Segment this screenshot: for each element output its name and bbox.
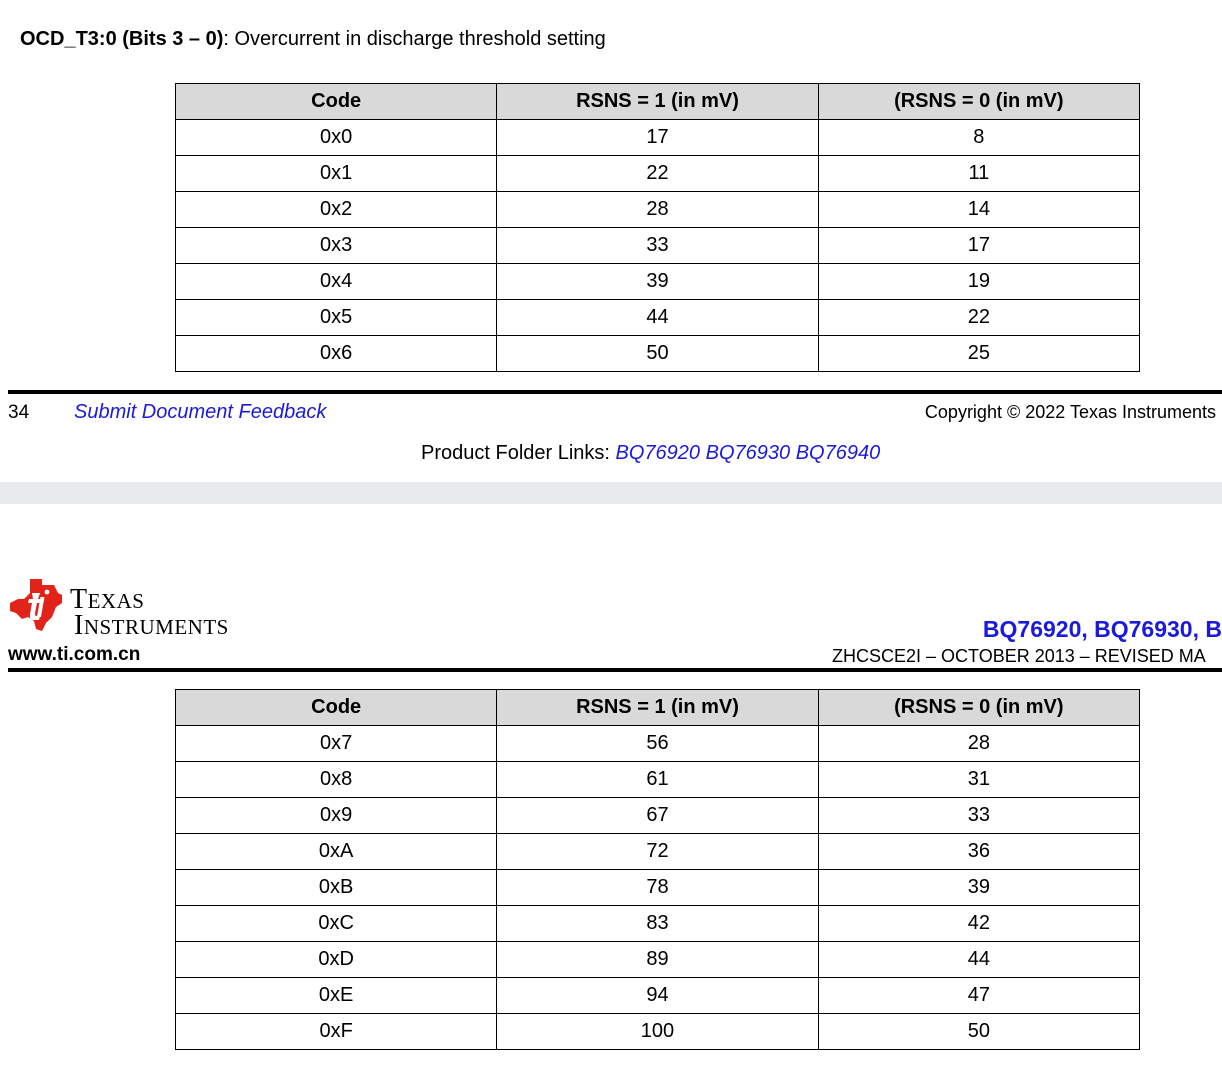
cell-rsns0: 47	[818, 978, 1139, 1014]
header-rule	[8, 668, 1222, 672]
cell-rsns0: 31	[818, 762, 1139, 798]
cell-rsns1: 50	[497, 336, 818, 372]
table-row	[176, 192, 1140, 228]
cell-rsns0: 28	[818, 726, 1139, 762]
cell-rsns1: 44	[497, 300, 818, 336]
column-header-code: Code	[176, 84, 497, 120]
cell-rsns1: 94	[497, 978, 818, 1014]
cell-rsns1: 39	[497, 264, 818, 300]
part-numbers-title[interactable]: BQ76920, BQ76930, B	[982, 616, 1222, 642]
cell-rsns1: 67	[497, 798, 818, 834]
threshold-table-part1	[175, 83, 1140, 372]
folder-label: Product Folder Links:	[421, 442, 616, 464]
table-row	[176, 870, 1140, 906]
ti-logo-texas: TEXAS	[70, 584, 145, 615]
cell-code: 0x1	[176, 156, 497, 192]
cell-rsns1: 28	[497, 192, 818, 228]
cell-rsns0: 39	[818, 870, 1139, 906]
cell-code: 0x6	[176, 336, 497, 372]
submit-feedback-link[interactable]: Submit Document Feedback	[74, 401, 327, 423]
link-bq76940[interactable]: BQ76940	[795, 442, 881, 464]
column-header-rsns1: RSNS = 1 (in mV)	[497, 690, 818, 726]
cell-rsns1: 72	[497, 834, 818, 870]
link-bq76930[interactable]: BQ76930	[705, 442, 791, 464]
table-row	[176, 978, 1140, 1014]
cell-code: 0x7	[176, 726, 497, 762]
table-row	[176, 906, 1140, 942]
cell-rsns0: 17	[818, 228, 1139, 264]
cell-rsns0: 14	[818, 192, 1139, 228]
field-label: OCD_T3:0 (Bits 3 – 0)	[20, 28, 224, 50]
cell-rsns0: 19	[818, 264, 1139, 300]
column-header-code: Code	[176, 690, 497, 726]
table-row	[176, 156, 1140, 192]
section-heading	[20, 28, 606, 51]
cell-rsns0: 33	[818, 798, 1139, 834]
cell-code: 0xF	[176, 1014, 497, 1050]
table-header-row	[176, 690, 1140, 726]
cell-code: 0x0	[176, 120, 497, 156]
cell-code: 0xA	[176, 834, 497, 870]
cell-rsns0: 11	[818, 156, 1139, 192]
cell-rsns0: 25	[818, 336, 1139, 372]
cell-code: 0xB	[176, 870, 497, 906]
cell-code: 0x9	[176, 798, 497, 834]
footer-rule	[8, 390, 1222, 394]
page-separator	[0, 482, 1222, 504]
cell-rsns1: 22	[497, 156, 818, 192]
table-row	[176, 228, 1140, 264]
column-header-rsns0: (RSNS = 0 (in mV)	[818, 84, 1139, 120]
table-row	[176, 264, 1140, 300]
cell-rsns1: 89	[497, 942, 818, 978]
cell-code: 0xD	[176, 942, 497, 978]
cell-rsns1: 33	[497, 228, 818, 264]
ti-logo-instruments: INSTRUMENTS	[74, 610, 229, 641]
table-row	[176, 834, 1140, 870]
table-row	[176, 300, 1140, 336]
table-row	[176, 726, 1140, 762]
table-row	[176, 120, 1140, 156]
cell-code: 0x8	[176, 762, 497, 798]
table-row	[176, 942, 1140, 978]
copyright-text: Copyright © 2022 Texas Instruments	[924, 402, 1216, 422]
page-number: 34	[8, 402, 30, 423]
product-folder-links	[421, 442, 880, 465]
cell-rsns0: 22	[818, 300, 1139, 336]
table-row	[176, 762, 1140, 798]
table-row	[176, 336, 1140, 372]
cell-rsns1: 61	[497, 762, 818, 798]
cell-code: 0x3	[176, 228, 497, 264]
cell-rsns1: 100	[497, 1014, 818, 1050]
cell-rsns1: 78	[497, 870, 818, 906]
cell-code: 0x4	[176, 264, 497, 300]
cell-rsns0: 42	[818, 906, 1139, 942]
cell-code: 0xE	[176, 978, 497, 1014]
table-row	[176, 798, 1140, 834]
threshold-table-part2	[175, 689, 1140, 1050]
cell-rsns0: 36	[818, 834, 1139, 870]
link-bq76920[interactable]: BQ76920	[615, 442, 701, 464]
cell-rsns1: 56	[497, 726, 818, 762]
cell-code: 0xC	[176, 906, 497, 942]
cell-rsns0: 50	[818, 1014, 1139, 1050]
ti-logo-icon	[8, 577, 64, 633]
cell-rsns0: 44	[818, 942, 1139, 978]
doc-revision-info: ZHCSCE2I – OCTOBER 2013 – REVISED MA	[832, 646, 1206, 666]
cell-rsns0: 8	[818, 120, 1139, 156]
table-header-row	[176, 84, 1140, 120]
column-header-rsns1: RSNS = 1 (in mV)	[497, 84, 818, 120]
cell-code: 0x2	[176, 192, 497, 228]
field-description: : Overcurrent in discharge threshold setting	[223, 28, 606, 50]
column-header-rsns0: (RSNS = 0 (in mV)	[818, 690, 1139, 726]
cell-code: 0x5	[176, 300, 497, 336]
website-link[interactable]: www.ti.com.cn	[8, 644, 141, 665]
table-row	[176, 1014, 1140, 1050]
cell-rsns1: 17	[497, 120, 818, 156]
cell-rsns1: 83	[497, 906, 818, 942]
